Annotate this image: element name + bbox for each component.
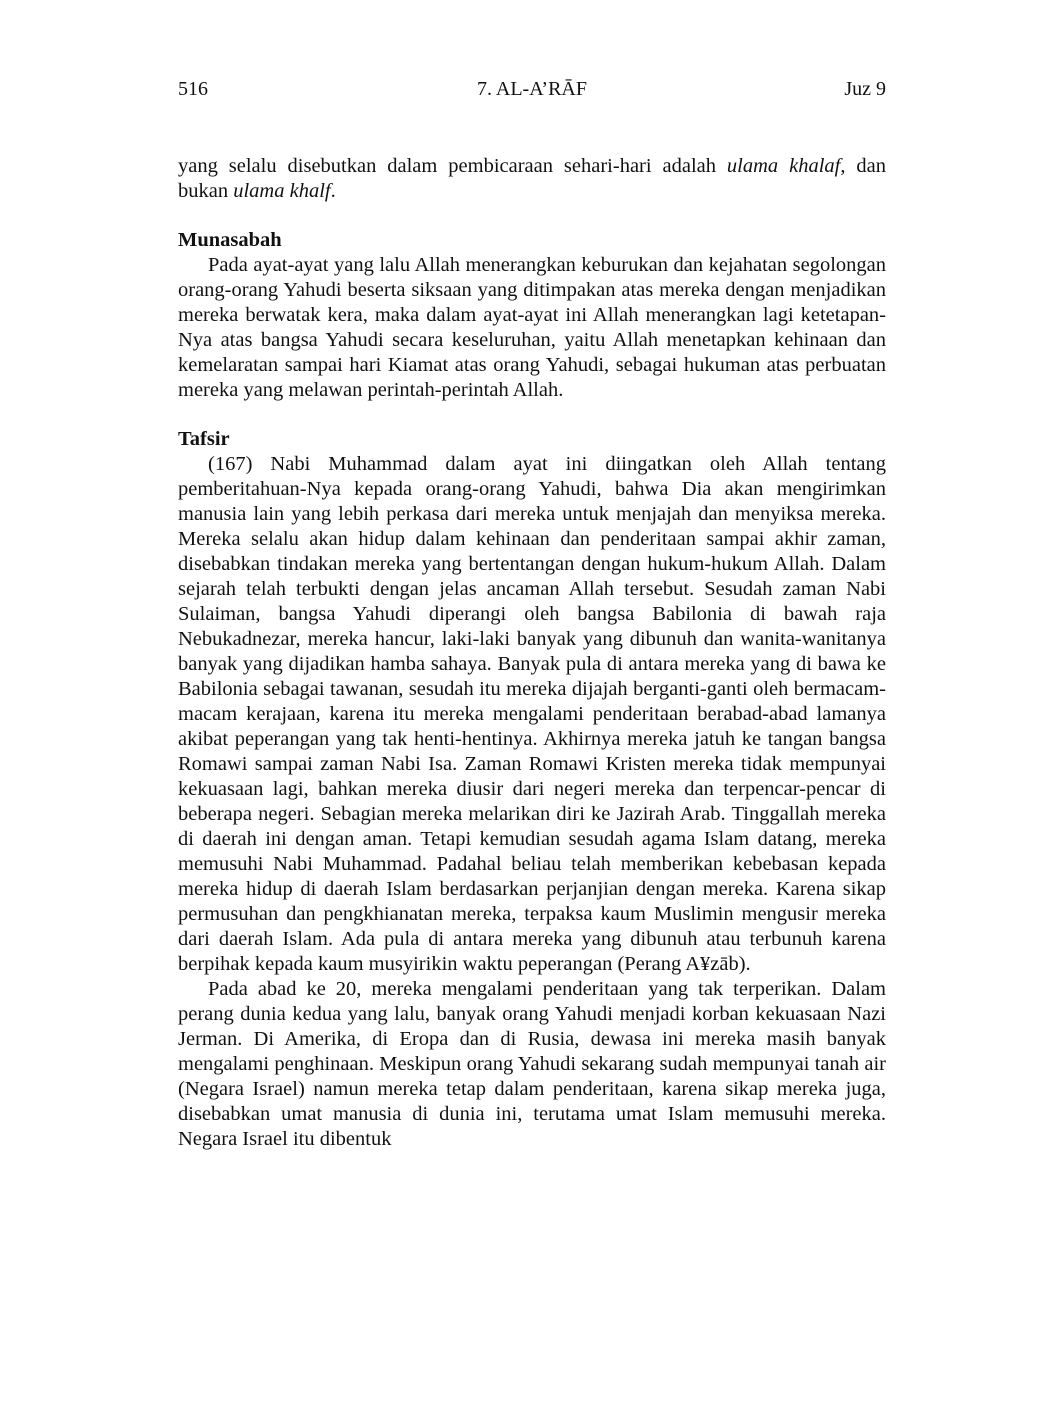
tafsir-paragraph-2: Pada abad ke 20, mereka mengalami penderitaan yang tak terperikan. Dalam perang dunia kedua yang lalu, banyak orang Yahudi menjadi korban kekuasaan Nazi Jerman. Di Amerika, di Eropa dan di Rusia, dewasa ini mereka masih banyak mengalami penghinaan. Meskipun orang Yahudi sekarang sudah mempunyai tanah air (Negara Israel) namun mereka tetap dalam penderitaan, karena sikap mereka juga, disebabkan umat manusia di dunia ini, terutama umat Islam memusuhi mereka. Negara Israel itu dibentuk [178,978,886,1150]
intro-text-1: yang selalu disebutkan dalam pembicaraan sehari-hari adalah [178,155,727,177]
intro-text-3: . [330,180,336,202]
page-header [178,72,886,106]
juz-label: Juz 9 [844,78,886,100]
document-page [178,72,886,1392]
tafsir-heading: Tafsir [178,428,230,450]
intro-paragraph [178,154,886,204]
tafsir-paragraph-1: (167) Nabi Muhammad dalam ayat ini diingatkan oleh Allah tentang pemberitahuan-Nya kepada orang-orang Yahudi, bahwa Dia akan mengirimkan manusia lain yang lebih perkasa dari mereka untuk menjajah dan menyiksa mereka. Mereka selalu akan hidup dalam kehinaan dan penderitaan sampai akhir zaman, disebabkan tindakan mereka yang bertentangan dengan hukum-hukum Allah. Dalam sejarah telah terbukti dengan jelas ancaman Allah tersebut. Sesudah zaman Nabi Sulaiman, bangsa Yahudi diperangi oleh bangsa Babilonia di bawah raja Nebukadnezar, mereka hancur, laki-laki banyak yang dibunuh dan wanita-wanitanya banyak yang dijadikan hamba sahaya. Banyak pula di antara mereka yang di bawa ke Babilonia sebagai tawanan, sesudah itu mereka dijajah berganti-ganti oleh bermacam-macam kerajaan, karena itu mereka mengalami penderitaan berabad-abad lamanya akibat peperangan yang tak henti-hentinya. Akhirnya mereka jatuh ke tangan bangsa Romawi sampai zaman Nabi Isa. Zaman Romawi Kristen mereka tidak mempunyai kekuasaan lagi, bahkan mereka diusir dari negeri mereka dan terpencar-pencar di beberapa negeri. Sebagian mereka melarikan diri ke Jazirah Arab. Tinggallah mereka di daerah ini dengan aman. Tetapi kemudian sesudah agama Islam datang, mereka memusuhi Nabi Muhammad. Padahal beliau telah memberikan kebebasan kepada mereka hidup di daerah Islam berdasarkan perjanjian dengan mereka. Karena sikap permusuhan dan pengkhianatan mereka, terpaksa kaum Muslimin mengusir mereka dari daerah Islam. Ada pula di antara mereka yang dibunuh atau terbunuh karena berpihak kepada kaum musyirikin waktu peperangan (Perang A¥zāb). [178,453,886,975]
intro-text-2: , dan bukan [178,155,886,202]
munasabah-paragraph: Pada ayat-ayat yang lalu Allah menerangkan keburukan dan kejahatan segolongan orang-orang Yahudi beserta siksaan yang ditimpakan atas mereka dengan menjadikan mereka berwatak kera, maka dalam ayat-ayat ini Allah menerangkan lagi ketetapan-Nya atas bangsa Yahudi secara keseluruhan, yaitu Allah menetapkan kehinaan dan kemelaratan sampai hari Kiamat atas orang Yahudi, sebagai hukuman atas perbuatan mereka yang melawan perintah-perintah Allah. [178,254,886,401]
intro-italic-1: ulama khalaf [726,155,841,177]
chapter-title: 7. AL-A’RĀF [476,78,587,100]
munasabah-heading: Munasabah [178,229,282,251]
intro-italic-2: ulama khalf [233,180,331,202]
page-content [178,154,886,1152]
page-number: 516 [178,78,208,100]
